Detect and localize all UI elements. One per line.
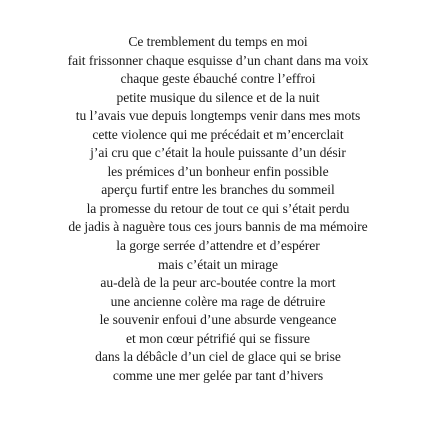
poem-line-2: fait frissonner chaque esquisse d’un chant dans ma voix	[67, 52, 369, 68]
poem-line-1: Ce tremblement du temps en moi	[128, 34, 308, 49]
poem-line-10: la promesse du retour de tout ce qui s’était perdu	[86, 200, 350, 216]
poem-line-11: de jadis à naguère tous ces jours bannis de ma mémoire	[68, 219, 368, 235]
poem-line-5: tu l’avais vue depuis longtemps venir dans mes mots	[75, 108, 361, 124]
poem-line-19: comme une mer gelée par tant d’hivers	[112, 367, 324, 383]
poem-line-13: mais c’était un mirage	[157, 256, 279, 272]
poem-line-7: j’ai cru que c’était la houle puissante d’un désir	[90, 145, 346, 161]
poem-line-15: une ancienne colère ma rage de détruire	[110, 293, 326, 309]
poem-line-3: chaque geste ébauché contre l’effroi	[120, 71, 316, 87]
poem-line-18: dans la débâcle d’un ciel de glace qui se brise	[95, 349, 341, 365]
poem-line-14: au-delà de la peur arc-boutée contre la mort	[100, 275, 336, 291]
poem-line-12: la gorge serrée d’attendre et d’espérer	[116, 238, 320, 254]
poem-text	[0, 33, 436, 385]
poem-line-16: le souvenir enfoui d’une absurde vengeance	[99, 312, 337, 328]
poem-line-17: et mon cœur pétrifié qui se fissure	[126, 330, 310, 346]
poem-line-8: les prémices d’un bonheur enfin possible	[107, 163, 329, 179]
poem-line-4: petite musique du silence et de la nuit	[116, 89, 320, 105]
poem-line-9: aperçu furtif entre les branches du sommeil	[101, 182, 335, 198]
poem-line-6: cette violence qui me précédait et m’encerclait	[92, 126, 344, 142]
